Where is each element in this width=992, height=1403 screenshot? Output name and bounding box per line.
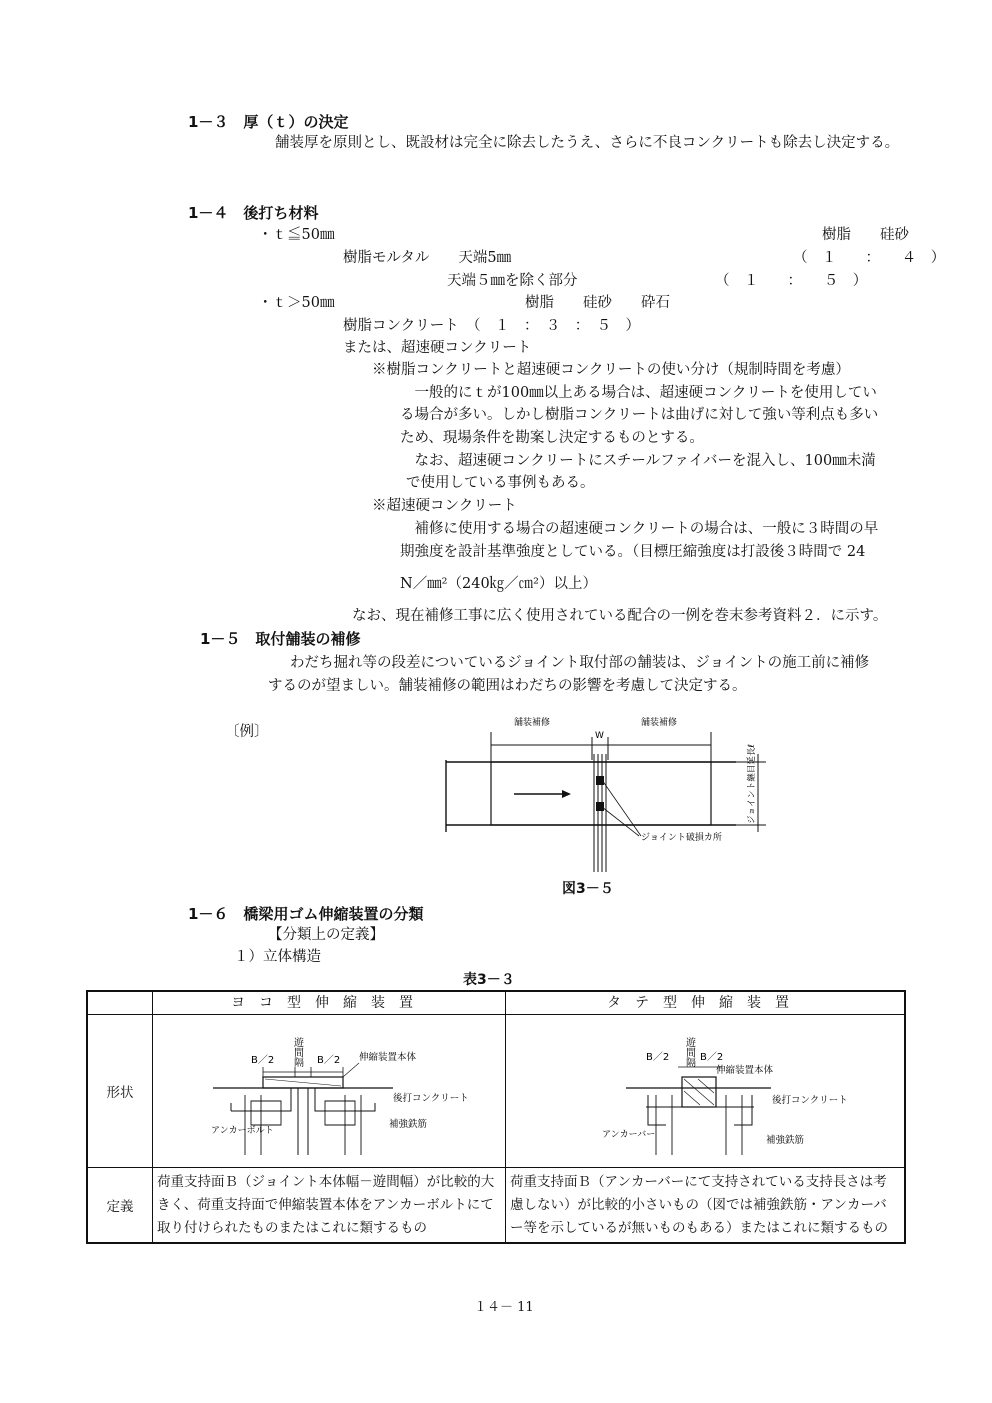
para-3b: 期強度を設計基準強度としている。（目標圧縮強度は打設後３時間で 24 — [400, 544, 866, 560]
section-heading-1-6: 1－６ 橋梁用ゴム伸縮装置の分類 — [188, 905, 424, 923]
para-1c: ため、現場条件を勘案し決定するものとする。 — [400, 430, 704, 446]
bullet-t-gt-50: ・ｔ＞50㎜ — [258, 295, 335, 311]
classification-table — [86, 990, 906, 1244]
d2-b-left: B／2 — [646, 1052, 670, 1063]
row-label-definition: 定義 — [87, 1168, 153, 1244]
section-heading-1-5: 1－５ 取付舗装の補修 — [200, 630, 361, 648]
section-body-1-3: 舗装厚を原則とし、既設材は完全に除去したうえ、さらに不良コンクリートも除去し決定する。 — [275, 135, 900, 151]
d1-b-right: B／2 — [317, 1055, 341, 1066]
d2-gap-label: 遊間隔 — [683, 1037, 695, 1067]
d1-anchor-label: アンカーボルト — [211, 1126, 274, 1136]
para-2b: で使用している事例もある。 — [406, 475, 595, 491]
table-corner — [87, 991, 153, 1015]
d1-body-label: 伸縮装置本体 — [359, 1052, 417, 1063]
d2-b-right: B／2 — [700, 1052, 724, 1063]
d2-concrete-label: 後打コンクリート — [772, 1095, 848, 1106]
resin-concrete: 樹脂コンクリート （ １ ： ３ ： ５ ） — [343, 318, 640, 334]
para-2a: なお、超速硬コンクリートにスチールファイバーを混入し、100㎜未満 — [400, 453, 876, 469]
para-3c: N／㎜²（240㎏／㎝²）以上） — [400, 576, 597, 592]
d1-b-left: B／2 — [251, 1055, 275, 1066]
horizontal-joint-diagram — [153, 1015, 505, 1163]
definition-vertical: 荷重支持面Ｂ（アンカーバーにて支持されている支持長さは考慮しない）が比較的小さいもの（図では補強鉄筋・アンカーバー等を示しているが無いものもある）またはこれに類するもの — [506, 1168, 906, 1244]
diagram-cell-vertical — [506, 1015, 906, 1168]
example-label: 〔例〕 — [225, 724, 269, 740]
col-header-horizontal: ヨコ型伸縮装置 — [153, 991, 506, 1015]
ratio-rest: （ １ ： ５ ） — [715, 273, 868, 289]
vertical-joint-diagram — [506, 1015, 904, 1163]
d2-rebar-label: 補強鉄筋 — [766, 1135, 805, 1146]
fig-label-side: ジョイント継目延長ℓ — [747, 744, 757, 824]
row-label-shape: 形状 — [87, 1015, 153, 1168]
figure-caption: 図3－５ — [562, 881, 614, 897]
para-4: なお、現在補修工事に広く使用されている配合の一例を巻末参考資料２．に示す。 — [352, 608, 888, 624]
col-header-vertical: タテ型伸縮装置 — [506, 991, 906, 1015]
fig-label-left: 舗装補修 — [514, 718, 551, 728]
note-usage: ※樹脂コンクリートと超速硬コンクリートの使い分け（規制時間を考慮） — [372, 362, 850, 378]
diagram-cell-horizontal — [153, 1015, 506, 1168]
section-heading-1-3: 1－３ 厚（ｔ）の決定 — [188, 113, 349, 131]
para-1a: 一般的にｔが100㎜以上ある場合は、超速硬コンクリートを使用してい — [400, 385, 877, 401]
table-title: 表3－３ — [463, 972, 515, 988]
fig-label-damage: ジョイント破損カ所 — [641, 833, 722, 843]
page-number: １４－ 11 — [474, 1300, 534, 1315]
fig-label-w: W — [595, 731, 604, 741]
d1-concrete-label: 後打コンクリート — [393, 1093, 469, 1104]
resin-mortar-top: 樹脂モルタル 天端5㎜ — [343, 250, 512, 266]
definition-subheading: 【分類上の定義】 — [268, 927, 384, 943]
d2-body-label: 伸縮装置本体 — [716, 1065, 774, 1076]
definition-horizontal: 荷重支持面Ｂ（ジョイント本体幅－遊間幅）が比較的大きく、荷重支持面で伸縮装置本体をアンカーボルトにて取り付けられたものまたはこれに類するもの — [153, 1168, 506, 1244]
section-heading-1-4: 1－４ 後打ち材料 — [188, 204, 319, 222]
note-rapid: ※超速硬コンクリート — [372, 498, 517, 514]
section-body-1-5b: するのが望ましい。舗装補修の範囲はわだちの影響を考慮して決定する。 — [268, 678, 747, 694]
ratio-header-1: 樹脂 硅砂 — [822, 227, 909, 243]
fig-label-right: 舗装補修 — [641, 718, 678, 728]
ratio-top: （ １ ： ４ ） — [793, 250, 946, 266]
ratio-header-2: 樹脂 硅砂 砕石 — [525, 295, 670, 311]
d1-gap-label: 遊間隔 — [291, 1037, 303, 1067]
item-3d-structure: １）立体構造 — [234, 949, 321, 965]
figure-3-5-diagram — [436, 712, 856, 877]
section-body-1-5a: わだち掘れ等の段差についているジョイント取付部の舗装は、ジョイントの施工前に補修 — [290, 655, 870, 671]
bullet-t-le-50: ・ｔ≦50㎜ — [258, 227, 335, 243]
d2-anchor-label: アンカーバー — [602, 1130, 656, 1140]
resin-mortar-rest: 天端５㎜を除く部分 — [447, 273, 578, 289]
rapid-concrete: または、超速硬コンクリート — [343, 340, 532, 356]
para-3a: 補修に使用する場合の超速硬コンクリートの場合は、一般に３時間の早 — [400, 521, 879, 537]
para-1b: る場合が多い。しかし樹脂コンクリートは曲げに対して強い等利点も多い — [400, 407, 879, 423]
d1-rebar-label: 補強鉄筋 — [389, 1119, 428, 1130]
